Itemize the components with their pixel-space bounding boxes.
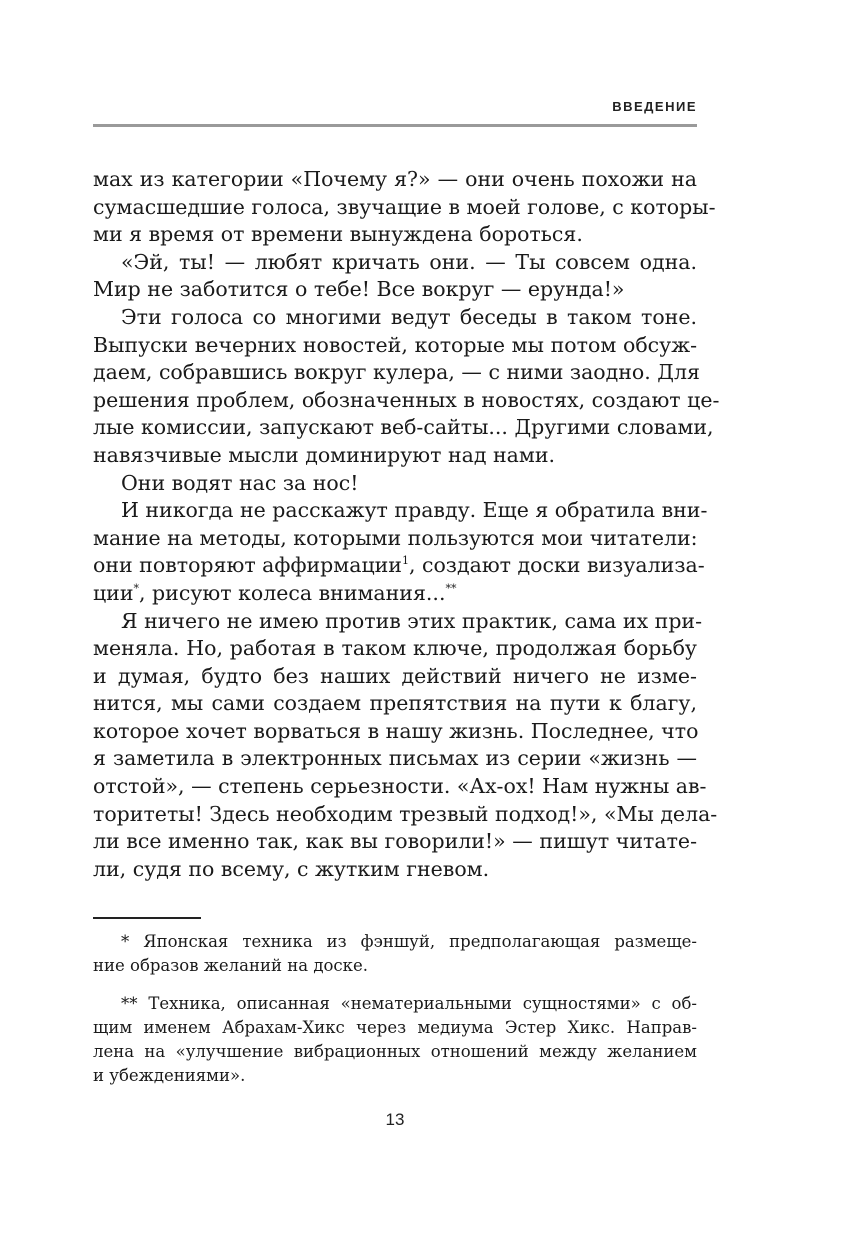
text-line: «Эй, ты! — любят кричать они. — Ты совсем одна.: [121, 249, 697, 274]
text-line: меняла. Но, работая в таком ключе, продолжая борьбу: [93, 636, 697, 661]
text-fragment: , рисуют колеса внимания...: [139, 580, 446, 605]
text-line: [93, 580, 697, 608]
footnote-line: и убеждениями».: [93, 1066, 246, 1085]
text-line: [93, 552, 705, 580]
footnote-line: щим именем Абрахам-Хикс через медиума Эстер Хикс. Направ-: [93, 1018, 697, 1037]
footnotes: [93, 930, 697, 1088]
paragraph-4: [93, 470, 697, 498]
text-line: мах из категории «Почему я?» — они очень похожи на: [93, 167, 697, 191]
footnote-line: лена на «улучшение вибрационных отношений между желанием: [93, 1042, 697, 1061]
footnote-spacer: [93, 978, 697, 992]
text-fragment: ции: [93, 580, 134, 605]
header-rule: [93, 124, 697, 127]
text-line: которое хочет ворваться в нашу жизнь. Последнее, что: [93, 718, 699, 743]
footnote-1: [93, 930, 697, 978]
paragraph-2: [93, 249, 697, 304]
text-line: Я ничего не имею против этих практик, сама их при-: [121, 608, 703, 633]
footnote-line: ние образов желаний на доске.: [93, 956, 368, 975]
footnote-line: ** Техника, описанная «нематериальными сущностями» с об-: [121, 994, 697, 1013]
text-line: торитеты! Здесь необходим трезвый подход!», «Мы дела-: [93, 801, 718, 826]
footnote-marker: **: [445, 581, 457, 595]
text-line: ли все именно так, как вы говорили!» — пишут читате-: [93, 829, 697, 854]
text-line: навязчивые мысли доминируют над нами.: [93, 442, 556, 467]
paragraph-6: [93, 608, 718, 884]
footnote-2: [93, 992, 697, 1088]
text-line: лые комиссии, запускают веб-сайты... Другими словами,: [93, 415, 714, 440]
running-title: ВВЕДЕНИЕ: [612, 99, 697, 114]
paragraph-1: [93, 166, 716, 249]
paragraph-5: [93, 497, 708, 607]
text-fragment: они повторяют аффирмации: [93, 553, 402, 578]
text-line: Мир не заботится о тебе! Все вокруг — ерунда!»: [93, 277, 625, 302]
text-line: даем, собравшись вокруг кулера, — с ними заодно. Для: [93, 360, 700, 385]
text-line: отстой», — степень серьезности. «Ах-ох! Нам нужны ав-: [93, 774, 707, 799]
text-line: Они водят нас за нос!: [121, 470, 359, 495]
footnote-rule: [93, 917, 201, 919]
text-line: И никогда не расскажут правду. Еще я обратила вни-: [121, 498, 708, 523]
text-line: я заметила в электронных письмах из серии «жизнь —: [93, 746, 697, 771]
text-line: решения проблем, обозначенных в новостях, создают це-: [93, 387, 720, 412]
text-line: мание на методы, которыми пользуются мои читатели:: [93, 525, 698, 550]
text-line: Выпуски вечерних новостей, которые мы потом обсуж-: [93, 332, 697, 357]
text-line: сумасшедшие голоса, звучащие в моей голове, с которы-: [93, 194, 716, 219]
text-line: Эти голоса со многими ведут беседы в таком тоне.: [121, 304, 697, 329]
footnote-line: * Японская техника из фэншуй, предполагающая размеще-: [121, 932, 697, 951]
text-line: нится, мы сами создаем препятствия на пути к благу,: [93, 691, 697, 716]
main-text: [93, 166, 720, 883]
page-number: 13: [385, 1110, 405, 1129]
footnote-marker: *: [133, 581, 140, 595]
footnote-marker: 1: [401, 554, 409, 568]
text-line: ли, судя по всему, с жутким гневом.: [93, 856, 490, 881]
text-line: ми я время от времени вынуждена бороться.: [93, 222, 583, 247]
text-fragment: , создают доски визуализа-: [408, 553, 705, 578]
paragraph-3: [93, 304, 720, 470]
text-line: и думая, будто без наших действий ничего не изме-: [93, 663, 697, 688]
